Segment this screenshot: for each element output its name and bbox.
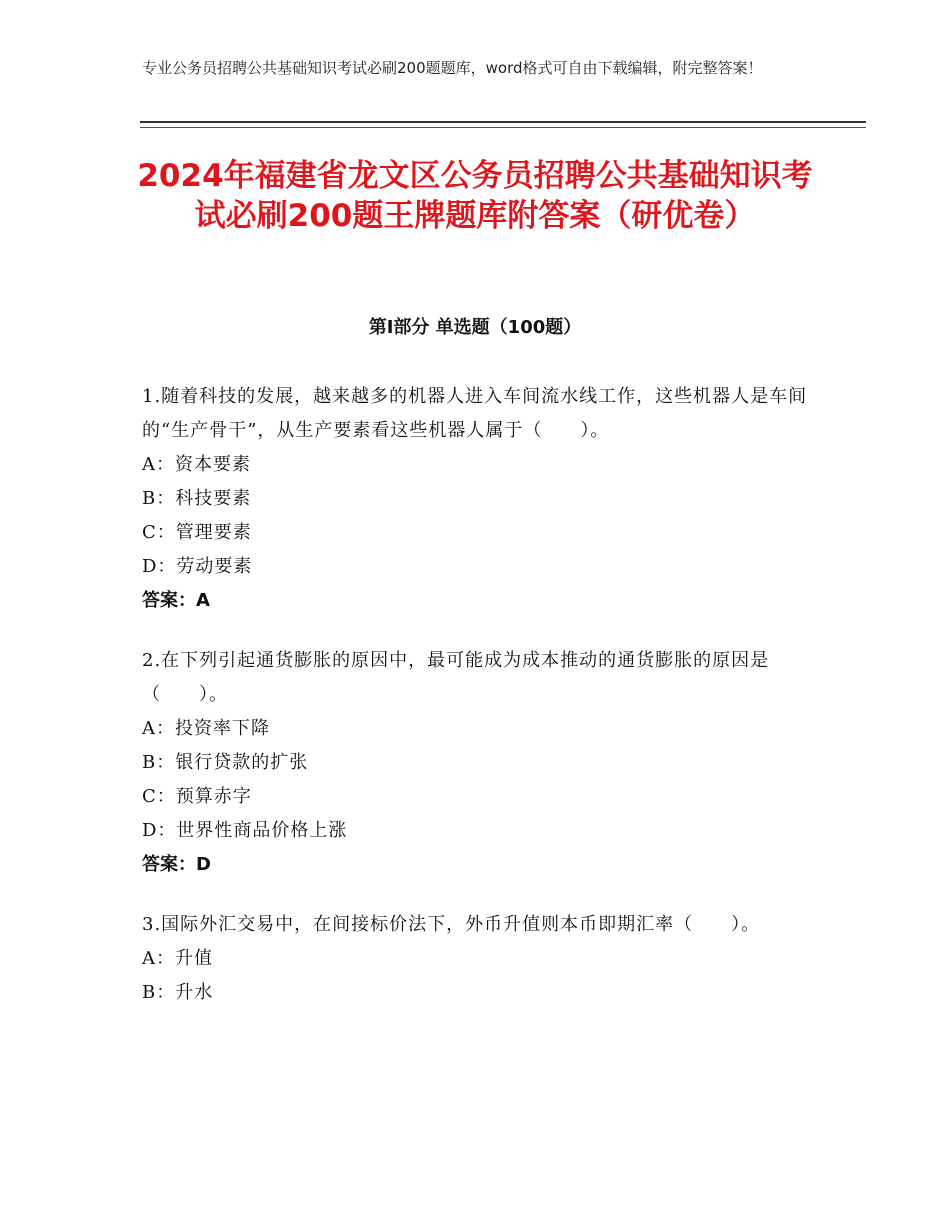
option-c: C：管理要素 — [142, 522, 252, 543]
question-stem: 2.在下列引起通货膨胀的原因中，最可能成为成本推动的通货膨胀的原因是（ ）。 — [142, 650, 770, 705]
answer: 答案：A — [142, 590, 210, 611]
option-b: B：升水 — [142, 982, 214, 1003]
document-title: 2024年福建省龙文区公务员招聘公共基础知识考试必刷200题王牌题库附答案（研优卷） — [137, 158, 813, 234]
question-list — [142, 380, 810, 1036]
section-title: 第Ⅰ部分 单选题（100题） — [368, 317, 582, 338]
option-a: A：升值 — [142, 948, 213, 969]
answer: 答案：D — [142, 854, 211, 875]
option-d: D：世界性商品价格上涨 — [142, 820, 348, 841]
question-2 — [142, 644, 810, 882]
header-note: 专业公务员招聘公共基础知识考试必刷200题题库，word格式可自由下载编辑，附完整答案！ — [142, 59, 763, 77]
question-stem: 3.国际外汇交易中，在间接标价法下，外币升值则本币即期汇率（ ）。 — [142, 914, 761, 935]
header-divider — [140, 121, 866, 123]
option-d: D：劳动要素 — [142, 556, 253, 577]
option-b: B：科技要素 — [142, 488, 252, 509]
option-b: B：银行贷款的扩张 — [142, 752, 309, 773]
question-stem: 1.随着科技的发展，越来越多的机器人进入车间流水线工作，这些机器人是车间的“生产骨干”，从生产要素看这些机器人属于（ ）。 — [142, 386, 808, 441]
option-a: A：投资率下降 — [142, 718, 270, 739]
option-c: C：预算赤字 — [142, 786, 252, 807]
header-divider-thin — [140, 127, 866, 128]
question-1 — [142, 380, 810, 618]
question-3 — [142, 908, 810, 1010]
option-a: A：资本要素 — [142, 454, 251, 475]
